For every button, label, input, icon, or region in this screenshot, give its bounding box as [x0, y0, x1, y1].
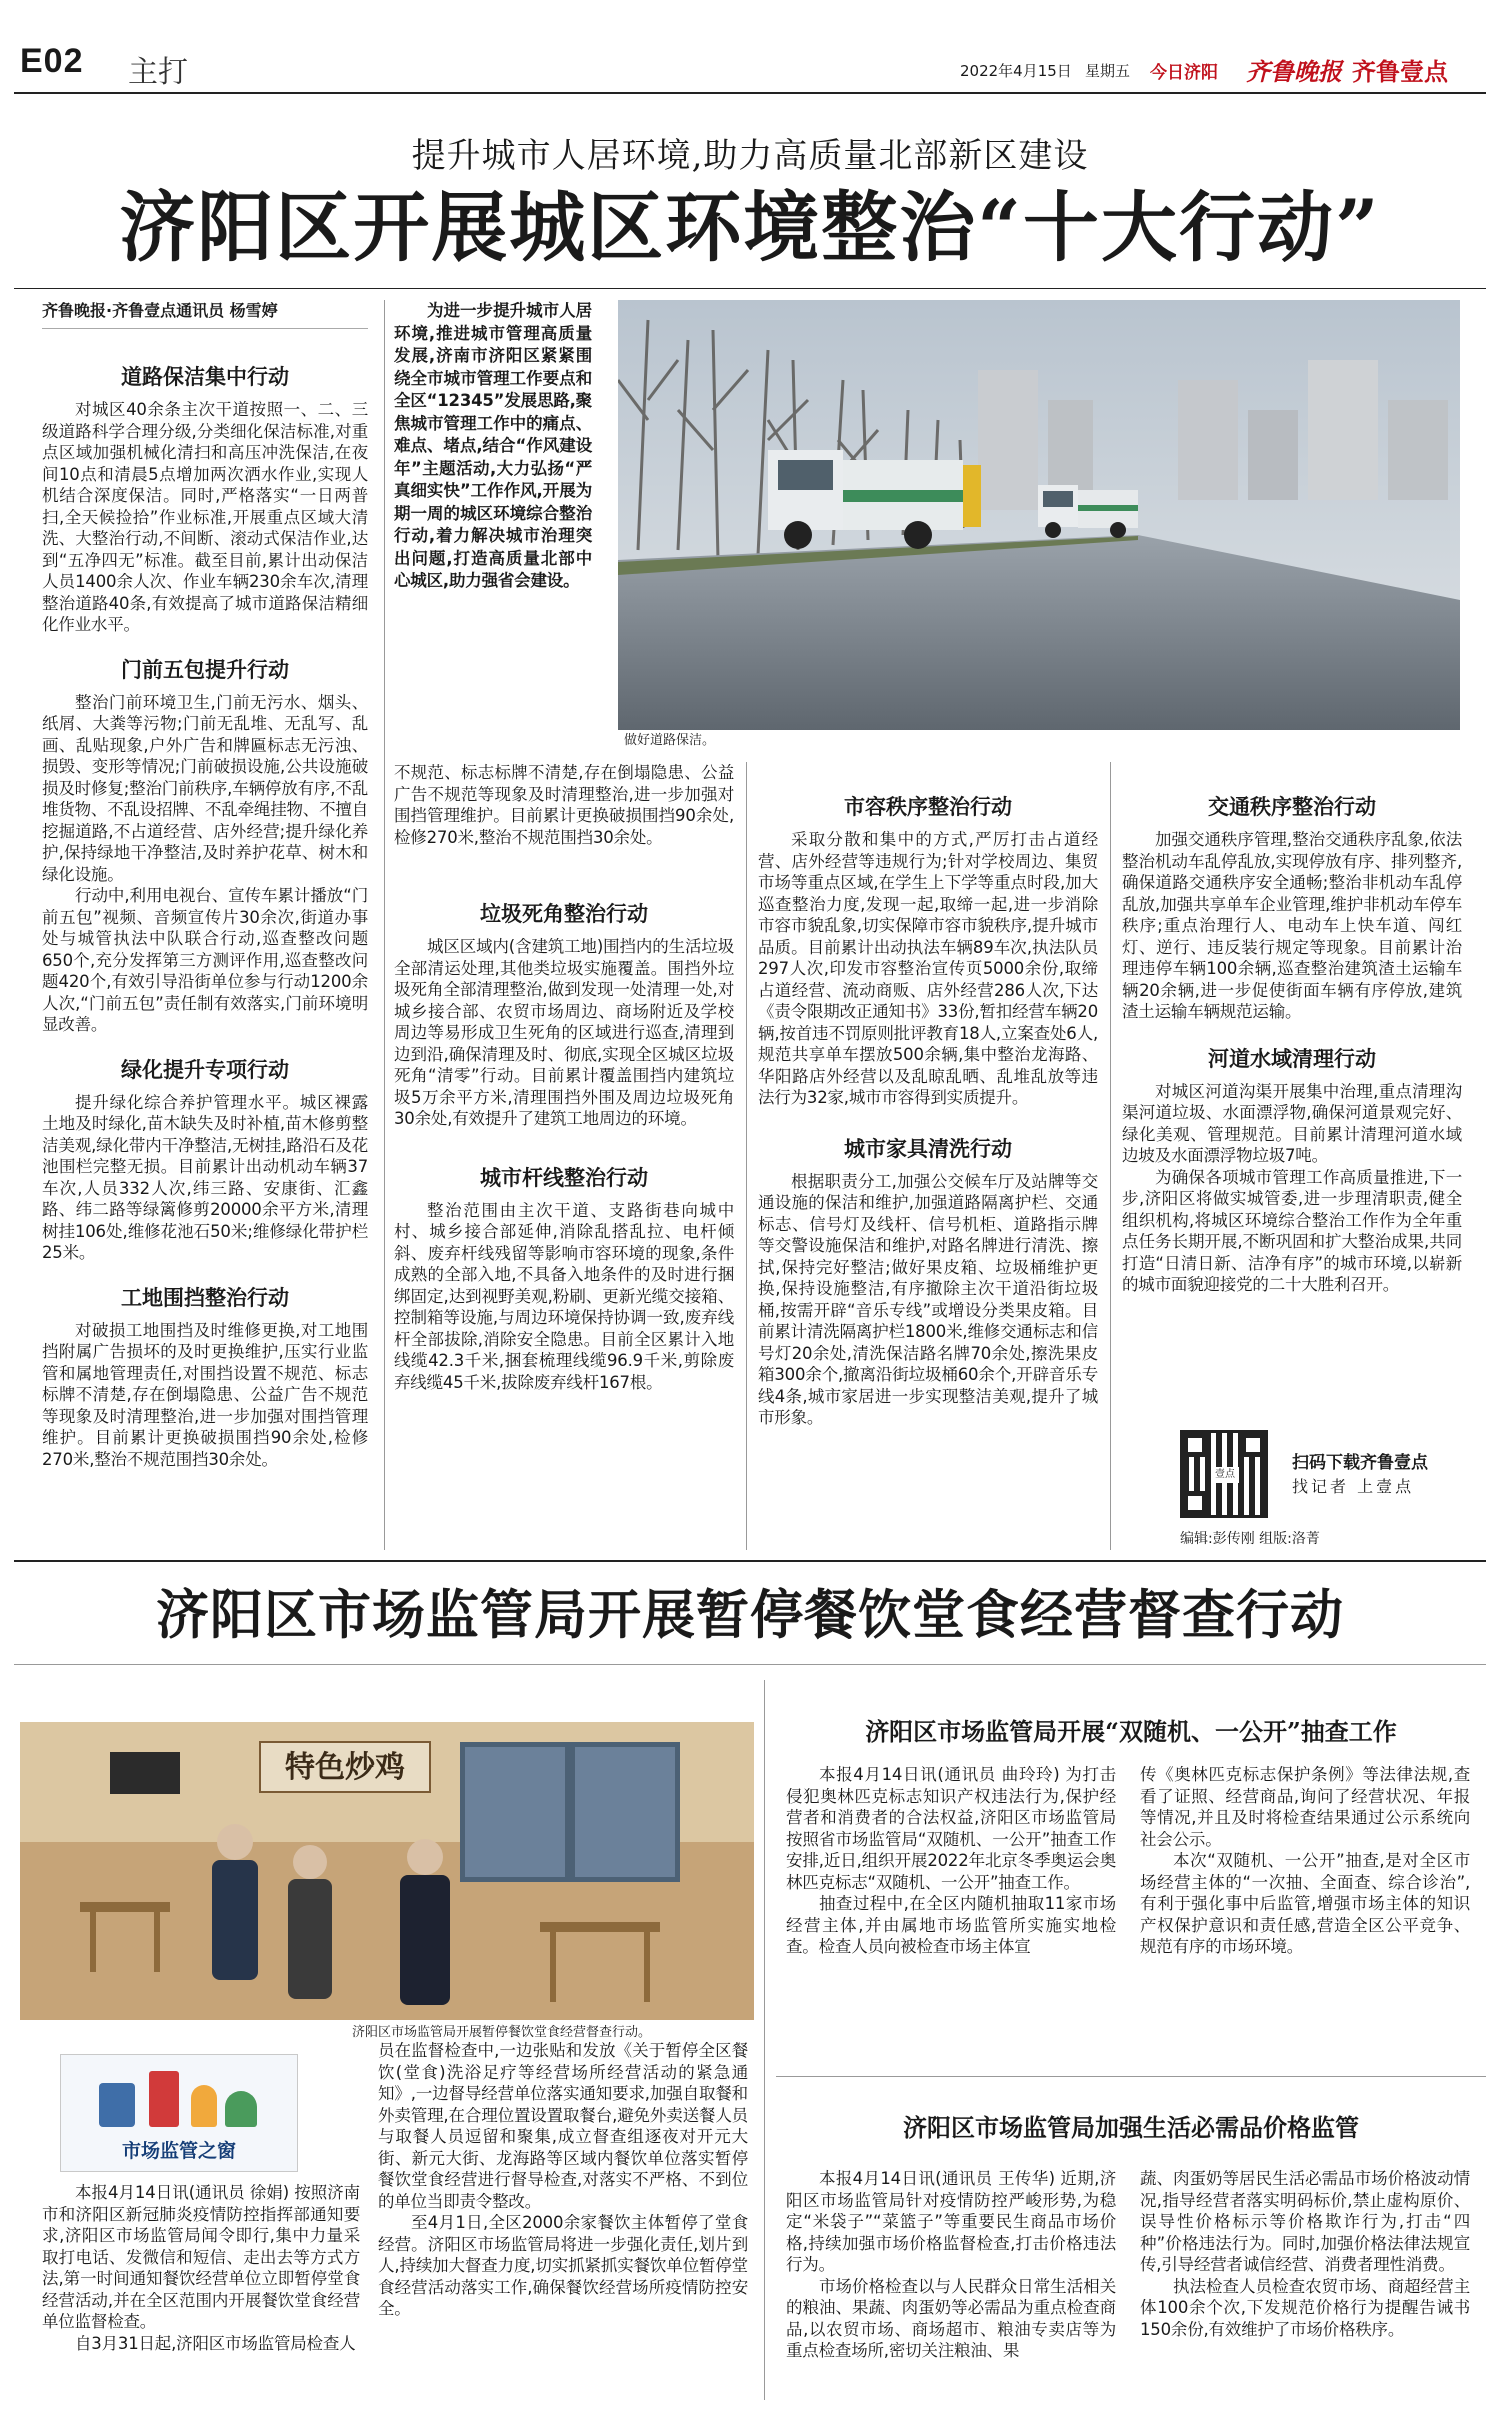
column-2-body: [394, 762, 734, 1393]
title-rule: [14, 288, 1486, 289]
paragraph: 市场价格检查以与人民群众日常生活相关的粮油、果蔬、肉蛋奶等必需品为重点检查商品,以农贸市场、商场超市、粮油专卖店等为重点检查场所,密切关注粮油、果: [786, 2276, 1116, 2360]
paragraph: 执法检查人员检查农贸市场、商超经营主体100余个次,下发规范价格行为提醒告诫书150余份,有效维护了市场价格秩序。: [1140, 2276, 1470, 2339]
shop-sign: 特色炒鸡: [285, 1750, 405, 1785]
section-title-garbage: 垃圾死角整治行动: [480, 901, 648, 926]
article-3-col-a: [786, 2168, 1116, 2362]
paragraph: 本报4月14日讯(通讯员 徐娟) 按照济南市和济阳区新冠肺炎疫情防控指挥部通知要求,济阳区市场监管局闻令即行,集中力量采取打电话、发微信和短信、走出去等方式方法,第一时间通知餐饮经营单位立即暂停堂食经营活动,并在全区范围内开展餐饮堂食经营单位监督检查。: [42, 2183, 360, 2331]
qr-text-2: 找记者 上壹点: [1292, 1477, 1415, 1496]
citizen: [288, 1845, 332, 1999]
paragraph: 行动中,利用电视台、宣传车累计播放“门前五包”视频、音频宣传片30余次,街道办事处与城管执法中队联合行动,巡查整改问题650个,充分发挥第三方测评作用,巡查整改问题420个,有效引导沿街单位参与行动1200余人次,“门前五包”责任制有效落实,门前环境明显改善。: [42, 886, 368, 1034]
section-divider: [14, 1560, 1486, 1562]
section-title-traffic: 交通秩序整治行动: [1208, 794, 1376, 819]
paragraph: 采取分散和集中的方式,严厉打击占道经营、店外经营等违规行为;针对学校周边、集贸市场等重点区域,在学生上下学等重点时段,加大巡查整治力度,发现一起,取缔一起,进一步消除市容市貌乱象,切实保障市容市貌秩序,提升城市品质。目前累计出动执法车辆89车次,执法队员297人次,印发市容整治宣传页5000余份,取缔占道经营、流动商贩、店外经营286人次,下达《责令限期改正通知书》33份,暂扣经营车辆20辆,按首违不罚原则批评教育18人,立案查处6人,规范共享单车摆放500余辆,集中整治龙海路、华阳路店外经营以及乱晾乱晒、乱堆乱放等违法行为32家,城市市容得到实质提升。: [758, 830, 1098, 1107]
paragraph: 不规范、标志标牌不清楚,存在倒塌隐患、公益广告不规范等现象及时清理整治,进一步加强对围挡管理维护。目前累计更换破损围挡90余处,检修270米,整治不规范围挡30余处。: [394, 763, 734, 847]
market-window-badge: [60, 2054, 298, 2172]
road-cleaning-photo: [618, 300, 1460, 730]
paragraph: 加强交通秩序管理,整治交通秩序乱象,依法整治机动车乱停乱放,实现停放有序、排列整齐,确保道路交通秩序安全通畅;整治非机动车乱停乱放,加强共享单车企业管理,维护非机动车停车秩序;重点治理行人、电动车上快车道、闯红灯、逆行、违反装行规定等现象。目前累计治理违停车辆100余辆,巡查整治建筑渣土运输车辆20余辆,进一步促使街面车辆有序停放,建筑渣土运输车辆规范运输。: [1122, 830, 1462, 1021]
paragraph: 为确保各项城市管理工作高质量推进,下一步,济阳区将做实城管委,进一步理清职责,健全组织机构,将城区环境综合整治工作作为全年重点任务长期开展,不断巩固和扩大整治成果,共同打造“日清日新、洁净有序”的城市环境,以崭新的城市面貌迎接党的二十大胜利召开。: [1122, 1167, 1462, 1294]
paragraph: 至4月1日,全区2000余家餐饮主体暂停了堂食经营。济阳区市场监管局将进一步强化责任,划片到人,持续加大督查力度,切实抓紧抓实餐饮单位暂停堂食经营活动落实工作,确保餐饮经营场所疫情防控安全。: [378, 2213, 748, 2318]
section-title-furniture: 城市家具清洗行动: [844, 1135, 1012, 1161]
paragraph: 整治门前环境卫生,门前无污水、烟头、纸屑、大粪等污物;门前无乱堆、无乱写、乱画、乱贴现象,户外广告和牌匾标志无污浊、损毁、变形等情况;门前破损设施,公共设施破损及时修复;整治门前秩序,车辆停放有序,不乱堆货物、不乱设招牌、不乱牵绳挂物、不擅自挖掘道路,不占道经营、店外经营;提升绿化养护,保持绿地干净整洁,及时养护花草、树木和绿化设施。: [42, 692, 369, 884]
intro-block: [394, 300, 592, 593]
badge-label: 市场监管之窗: [121, 2140, 236, 2162]
inspection-photo: [20, 1722, 754, 2020]
main-headline: 济阳区开展城区环境整治“十大行动”: [119, 183, 1381, 272]
paragraph: 本报4月14日讯(通讯员 王传华) 近期,济阳区市场监管局针对疫情防控严峻形势,为稳定“米袋子”“菜篮子”等重要民生商品市场价格,持续加强市场价格监督检查,打击价格违法行为。: [786, 2169, 1116, 2274]
paragraph: 对城区40余条主次干道按照一、二、三级道路科学合理分级,分类细化保洁标准,对重点区域加强机械化清扫和高压冲洗保洁,在夜间10点和清晨5点增加两次洒水作业,实现人机结合深度保洁。同时,严格落实“一日两普扫,全天候捡拾”作业标准,开展重点区域大清洗、大整治行动,不间断、滚动式保洁作业,达到“五净四无”标准。截至目前,累计出动保洁人员1400余人次、作业车辆230余车次,清理整治道路40条,有效提高了城市道路保洁精细化作业水平。: [42, 400, 368, 634]
column-rule: [1110, 762, 1111, 1550]
article-divider: [776, 2076, 1486, 2077]
qr-center-label: 壹点: [1211, 1467, 1239, 1483]
newspaper-logo: 齐鲁晚报: [1246, 57, 1342, 86]
paragraph: 蔬、肉蛋奶等居民生活必需品市场价格波动情况,指导经营者落实明码标价,禁止虚构原价、误导性价格标示等价格欺诈行为,打击“四种”价格违法行为。同时,加强价格法律法规宣传,引导经营者诚信经营、消费者理性消费。: [1140, 2169, 1470, 2274]
article-2-col-a: [786, 1764, 1116, 1958]
section-title-market-order: 市容秩序整治行动: [844, 794, 1012, 819]
qr-code[interactable]: [1180, 1430, 1268, 1518]
paragraph: 自3月31日起,济阳区市场监管局检查人: [75, 2333, 356, 2353]
byline: 齐鲁晚报·齐鲁壹点通讯员 杨雪婷: [42, 300, 368, 329]
paragraph: 整治范围由主次干道、支路街巷向城中村、城乡接合部延伸,消除乱搭乱拉、电杆倾斜、废弃杆线残留等影响市容环境的现象,条件成熟的全部入地,不具备入地条件的及时进行捆绑固定,达到视野美观,粉刷、更新光缆交接箱、控制箱等设施,与周边环境保持协调一致,废弃线杆全部拔除,消除安全隐患。目前全区累计入地线缆42.3千米,捆套梳理线缆96.9千米,剪除废弃线缆45千米,拔除废弃线杆167根。: [394, 1200, 734, 1392]
page-header: [0, 0, 1500, 95]
paragraph: 抽查过程中,在全区内随机抽取11家市场经营主体,并由属地市场监管所实施实地检查。检查人员向被检查市场主体宣: [786, 1894, 1116, 1956]
paragraph: 提升绿化综合养护管理水平。城区裸露土地及时绿化,苗木缺失及时补植,苗木修剪整洁美观,绿化带内干净整洁,无树挂,路沿石及花池围栏完整无损。目前累计出动机动车辆37车次,人员332人次,纬三路、安康街、汇鑫路、纬二路等绿篱修剪20000余平方米,清理树挂106处,维修花池石50米;维修绿化带护栏25米。: [42, 1092, 368, 1262]
badge-illustration: [99, 2065, 259, 2129]
lower-photo-caption: 济阳区市场监管局开展暂停餐饮堂食经营督查行动。: [352, 2025, 652, 2040]
app-logo: 齐鲁壹点: [1352, 58, 1448, 86]
column-1: [42, 300, 368, 1470]
page-number: E02: [20, 42, 84, 80]
section-title-greening: 绿化提升专项行动: [121, 1056, 289, 1082]
edition-name: 今日济阳: [1150, 63, 1218, 83]
editor-credit: 编辑:彭传刚 组版:洛菁: [1180, 1531, 1320, 1547]
section-title-hoarding: 工地围挡整治行动: [121, 1284, 289, 1310]
restaurant-inspection-image: [20, 1722, 754, 2020]
lower-title-rule: [14, 1664, 1486, 1665]
article-2-title: 济阳区市场监管局开展“双随机、一公开”抽查工作: [865, 1717, 1397, 1746]
section-title-poles: 城市杆线整治行动: [480, 1164, 648, 1190]
lower-article-1-col-a: [42, 2182, 360, 2354]
lower-headline: 济阳区市场监管局开展暂停餐饮堂食经营督查行动: [156, 1584, 1344, 1646]
inspector-1: [212, 1824, 258, 1980]
section-title-road-cleaning: 道路保洁集中行动: [121, 364, 289, 389]
kicker: 提升城市人居环境,助力高质量北部新区建设: [411, 136, 1089, 176]
street-sweeper-image: [618, 300, 1460, 730]
paragraph: 员在监督检查中,一边张贴和发放《关于暂停全区餐饮(堂食)洗浴足疗等经营场所经营活动的紧急通知》,一边督导经营单位落实通知要求,加强自取餐和外卖管理,在合理位置设置取餐台,避免外卖送餐人员与取餐人员逗留和聚集,成立督查组逐夜对开元大街、新元大街、龙海路等区域内餐饮单位落实暂停餐饮堂食经营进行督导检查,对落实不严格、不到位的单位当即责令整改。: [378, 2041, 748, 2211]
issue-weekday: 星期五: [1085, 62, 1131, 80]
paragraph: 本报4月14日讯(通讯员 曲玲玲) 为打击侵犯奥林匹克标志知识产权违法行为,保护经营者和消费者的合法权益,济阳区市场监管局按照省市场监管局“双随机、一公开”抽查工作安排,近日,组织开展2022年北京冬季奥运会奥林匹克标志“双随机、一公开”抽查工作。: [786, 1765, 1116, 1892]
article-3-col-b: [1140, 2168, 1470, 2340]
section-title-river: 河道水域清理行动: [1208, 1045, 1376, 1071]
paragraph: 本次“双随机、一公开”抽查,是对全区市场经营主体的“一次抽、全面查、综合诊治”,有利于强化事中后监管,增强市场主体的知识产权保护意识和责任感,营造全区公平竞争、规范有序的市场环境。: [1140, 1851, 1470, 1956]
qr-text-1: 扫码下载齐鲁壹点: [1292, 1453, 1428, 1473]
article-3-title: 济阳区市场监管局加强生活必需品价格监管: [903, 2113, 1359, 2142]
header-rule: [14, 92, 1486, 94]
section-name: 主打: [128, 55, 188, 90]
paragraph: 对城区河道沟渠开展集中治理,重点清理沟渠河道垃圾、水面漂浮物,确保河道景观完好、绿化美观、管理规范。目前累计清理河道水域边坡及水面漂浮物垃圾7吨。: [1122, 1081, 1462, 1165]
photo-caption: 做好道路保洁。: [624, 733, 716, 748]
column-rule: [746, 762, 747, 1550]
column-4: [1122, 785, 1462, 1296]
paragraph: 传《奥林匹克标志保护条例》等法律法规,查看了证照、经营商品,询问了经营状况、年报等情况,并且及时将检查结果通过公示系统向社会公示。: [1140, 1765, 1470, 1849]
intro-paragraph: 为进一步提升城市人居环境,推进城市管理高质量发展,济南市济阳区紧紧围绕全市城市管理工作要点和全区“12345”发展思路,聚焦城市管理工作中的痛点、难点、堵点,结合“作风建设年”主题活动,大力弘扬“严真细实快”工作作风,开展为期一周的城区环境综合整治行动,着力解决城市治理突出问题,打造高质量北部中心城区,助力强省会建设。: [394, 301, 592, 590]
lower-article-1-col-b: [378, 2040, 748, 2320]
column-rule: [764, 1680, 765, 2400]
issue-date: 2022年4月15日: [960, 62, 1072, 80]
column-rule: [384, 300, 385, 1550]
section-title-door-front: 门前五包提升行动: [121, 656, 289, 682]
paragraph: 城区区域内(含建筑工地)围挡内的生活垃圾全部清运处理,其他类垃圾实施覆盖。围挡外垃圾死角全部清理整治,做到发现一处清理一处,对城乡接合部、农贸市场周边、商场附近及学校周边等易形成卫生死角的区域进行巡查,清理到边到沿,确保清理及时、彻底,实现全区城区垃圾死角“清零”行动。目前累计覆盖围挡内建筑垃圾5万余平方米,清理围挡外围及周边垃圾死角30余处,有效提升了建筑工地周边的环境。: [394, 937, 734, 1128]
column-3: [758, 785, 1098, 1429]
paragraph: 对破损工地围挡及时维修更换,对工地围挡附属广告损坏的及时更换维护,压实行业监管和属地管理责任,对围挡设置不规范、标志标牌不清楚,存在倒塌隐患、公益广告不规范等现象及时清理整治,进一步加强对围挡管理维护。目前累计更换破损围挡90余处,检修270米,整治不规范围挡30余处。: [42, 1320, 368, 1469]
paragraph: 根据职责分工,加强公交候车厅及站牌等交通设施的保洁和维护,加强道路隔离护栏、交通标志、信号灯及线杆、信号机柜、道路指示牌等交警设施保洁和维护,对路名牌进行清洗、擦拭,保持完好整洁;做好果皮箱、垃圾桶维护更换,保持设施整洁,有序撤除主次干道沿街垃圾桶,按需开辟“音乐专线”或增设分类果皮箱。目前累计清洗隔离护栏1800米,维修交通标志和信号灯20余处,清洗保洁路名牌70余处,擦洗果皮箱300余个,撤离沿街垃圾桶60余个,开辟音乐专线4条,城市家居进一步实现整洁美观,提升了城市形象。: [758, 1171, 1098, 1427]
article-2-col-b: [1140, 1764, 1470, 1958]
